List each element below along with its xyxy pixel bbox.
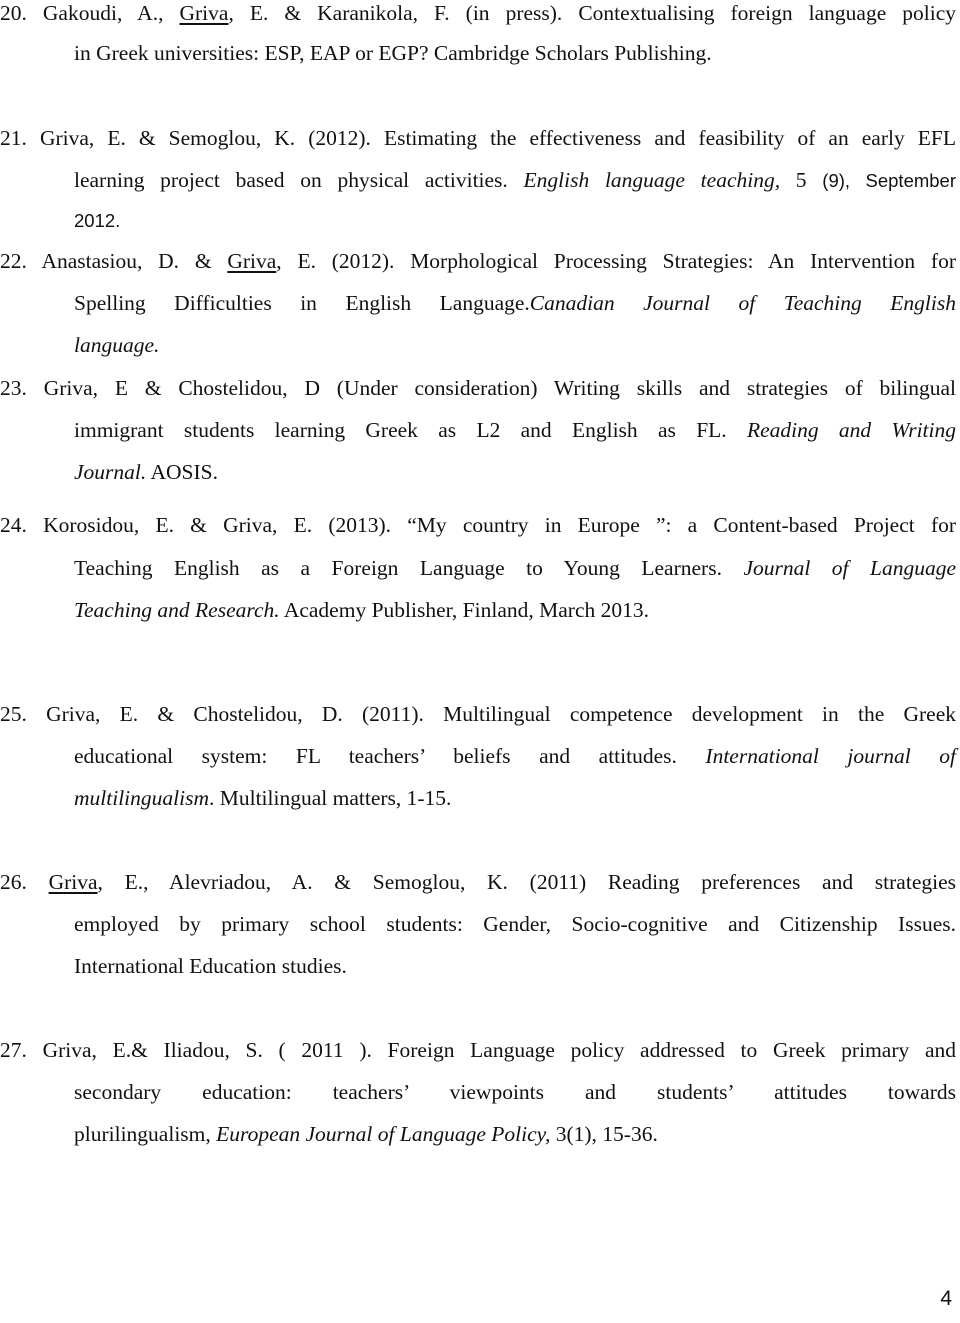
reference-line <box>74 203 120 237</box>
journal-title: International journal of <box>705 744 957 768</box>
reference-line <box>0 244 956 278</box>
reference-line <box>0 121 956 155</box>
journal-title: Teaching and Research. <box>74 598 280 622</box>
text-run: , E. (2012). Morphological Processing Strategies: An Intervention for <box>276 249 956 273</box>
text-run: Griva, E. & Chostelidou, D. (2011). Multilingual competence development in the Greek <box>46 702 957 726</box>
reference-line <box>0 1033 956 1067</box>
reference-number: 22. <box>0 249 27 273</box>
reference-number: 25. <box>0 702 27 726</box>
text-run: 3(1), 15-36. <box>550 1122 658 1146</box>
underlined-author: Griva <box>227 249 277 273</box>
journal-title: language. <box>74 333 160 357</box>
reference-line <box>74 949 347 983</box>
reference-line <box>74 551 956 585</box>
text-run: Griva, E & Chostelidou, D (Under consideration) Writing skills and strategies of bilingual <box>43 376 956 400</box>
text-run: 2012. <box>74 210 121 231</box>
text-run: Gakoudi, A., <box>42 1 180 25</box>
journal-title: Journal of Language <box>743 556 956 580</box>
text-run: Academy Publisher, Finland, March 2013. <box>279 598 649 622</box>
reference-line <box>74 163 956 197</box>
text-run: Griva, E. & Semoglou, K. (2012). Estimating the effectiveness and feasibility of an early EFL <box>39 126 957 150</box>
text-run: immigrant students learning Greek as L2 and English as FL. <box>74 418 747 442</box>
text-run: secondary education: teachers’ viewpoints and students’ attitudes towards <box>74 1080 956 1104</box>
reference-number: 26. <box>0 870 27 894</box>
journal-title: English language teaching, <box>523 168 781 192</box>
reference-line <box>0 508 956 542</box>
page-number: 4 <box>940 1287 952 1310</box>
underlined-author: Griva <box>48 870 98 894</box>
journal-title: Reading and Writing <box>746 418 956 442</box>
text-run: . Multilingual matters, 1-15. <box>208 786 452 810</box>
journal-title: Journal. <box>74 460 147 484</box>
text-run: Spelling Difficulties in English Language. <box>74 291 530 315</box>
text-run: Teaching English as a Foreign Language to Young Learners. <box>74 556 744 580</box>
text-run: educational system: FL teachers’ beliefs and attitudes. <box>74 744 706 768</box>
reference-line <box>74 781 451 815</box>
reference-line <box>74 286 956 320</box>
reference-line <box>74 1075 956 1109</box>
text-run: Griva, E.& Iliadou, S. ( 2011 ). Foreign Language policy addressed to Greek primary and <box>42 1038 956 1062</box>
text-run: , E., Alevriadou, A. & Semoglou, K. (2011) Reading preferences and strategies <box>97 870 956 894</box>
underlined-author: Griva <box>179 1 229 25</box>
reference-line <box>0 0 956 30</box>
reference-line <box>74 328 159 362</box>
reference-number: 21. <box>0 126 27 150</box>
text-run: Anastasiou, D. & <box>41 249 228 273</box>
reference-number: 27. <box>0 1038 27 1062</box>
text-run: learning project based on physical activities. <box>74 168 524 192</box>
reference-number: 20. <box>0 1 27 25</box>
reference-line <box>74 413 956 447</box>
text-run: 5 <box>780 168 823 192</box>
text-run: employed by primary school students: Gender, Socio-cognitive and Citizenship Issues. <box>74 912 956 936</box>
journal-title: multilingualism <box>74 786 209 810</box>
reference-line <box>74 593 649 627</box>
text-run: International Education studies. <box>74 954 347 978</box>
text-run: in Greek universities: ESP, EAP or EGP? Cambridge Scholars Publishing. <box>74 41 712 65</box>
journal-title: Canadian Journal of Teaching English <box>529 291 956 315</box>
reference-number: 24. <box>0 513 27 537</box>
journal-title: European Journal of Language Policy, <box>216 1122 551 1146</box>
reference-line <box>74 907 956 941</box>
reference-line <box>0 697 956 731</box>
text-run: (9), September <box>822 170 957 191</box>
reference-line <box>0 371 956 405</box>
reference-line <box>74 36 712 70</box>
reference-line <box>0 865 956 899</box>
reference-line <box>74 455 218 489</box>
text-run: , E. & Karanikola, F. (in press). Contextualising foreign language policy <box>228 1 957 25</box>
reference-number: 23. <box>0 376 27 400</box>
reference-line <box>74 1117 658 1151</box>
reference-line <box>74 739 956 773</box>
text-run: plurilingualism, <box>74 1122 217 1146</box>
text-run: AOSIS. <box>146 460 218 484</box>
text-run: Korosidou, E. & Griva, E. (2013). “My country in Europe ”: a Content-based Project for <box>43 513 957 537</box>
